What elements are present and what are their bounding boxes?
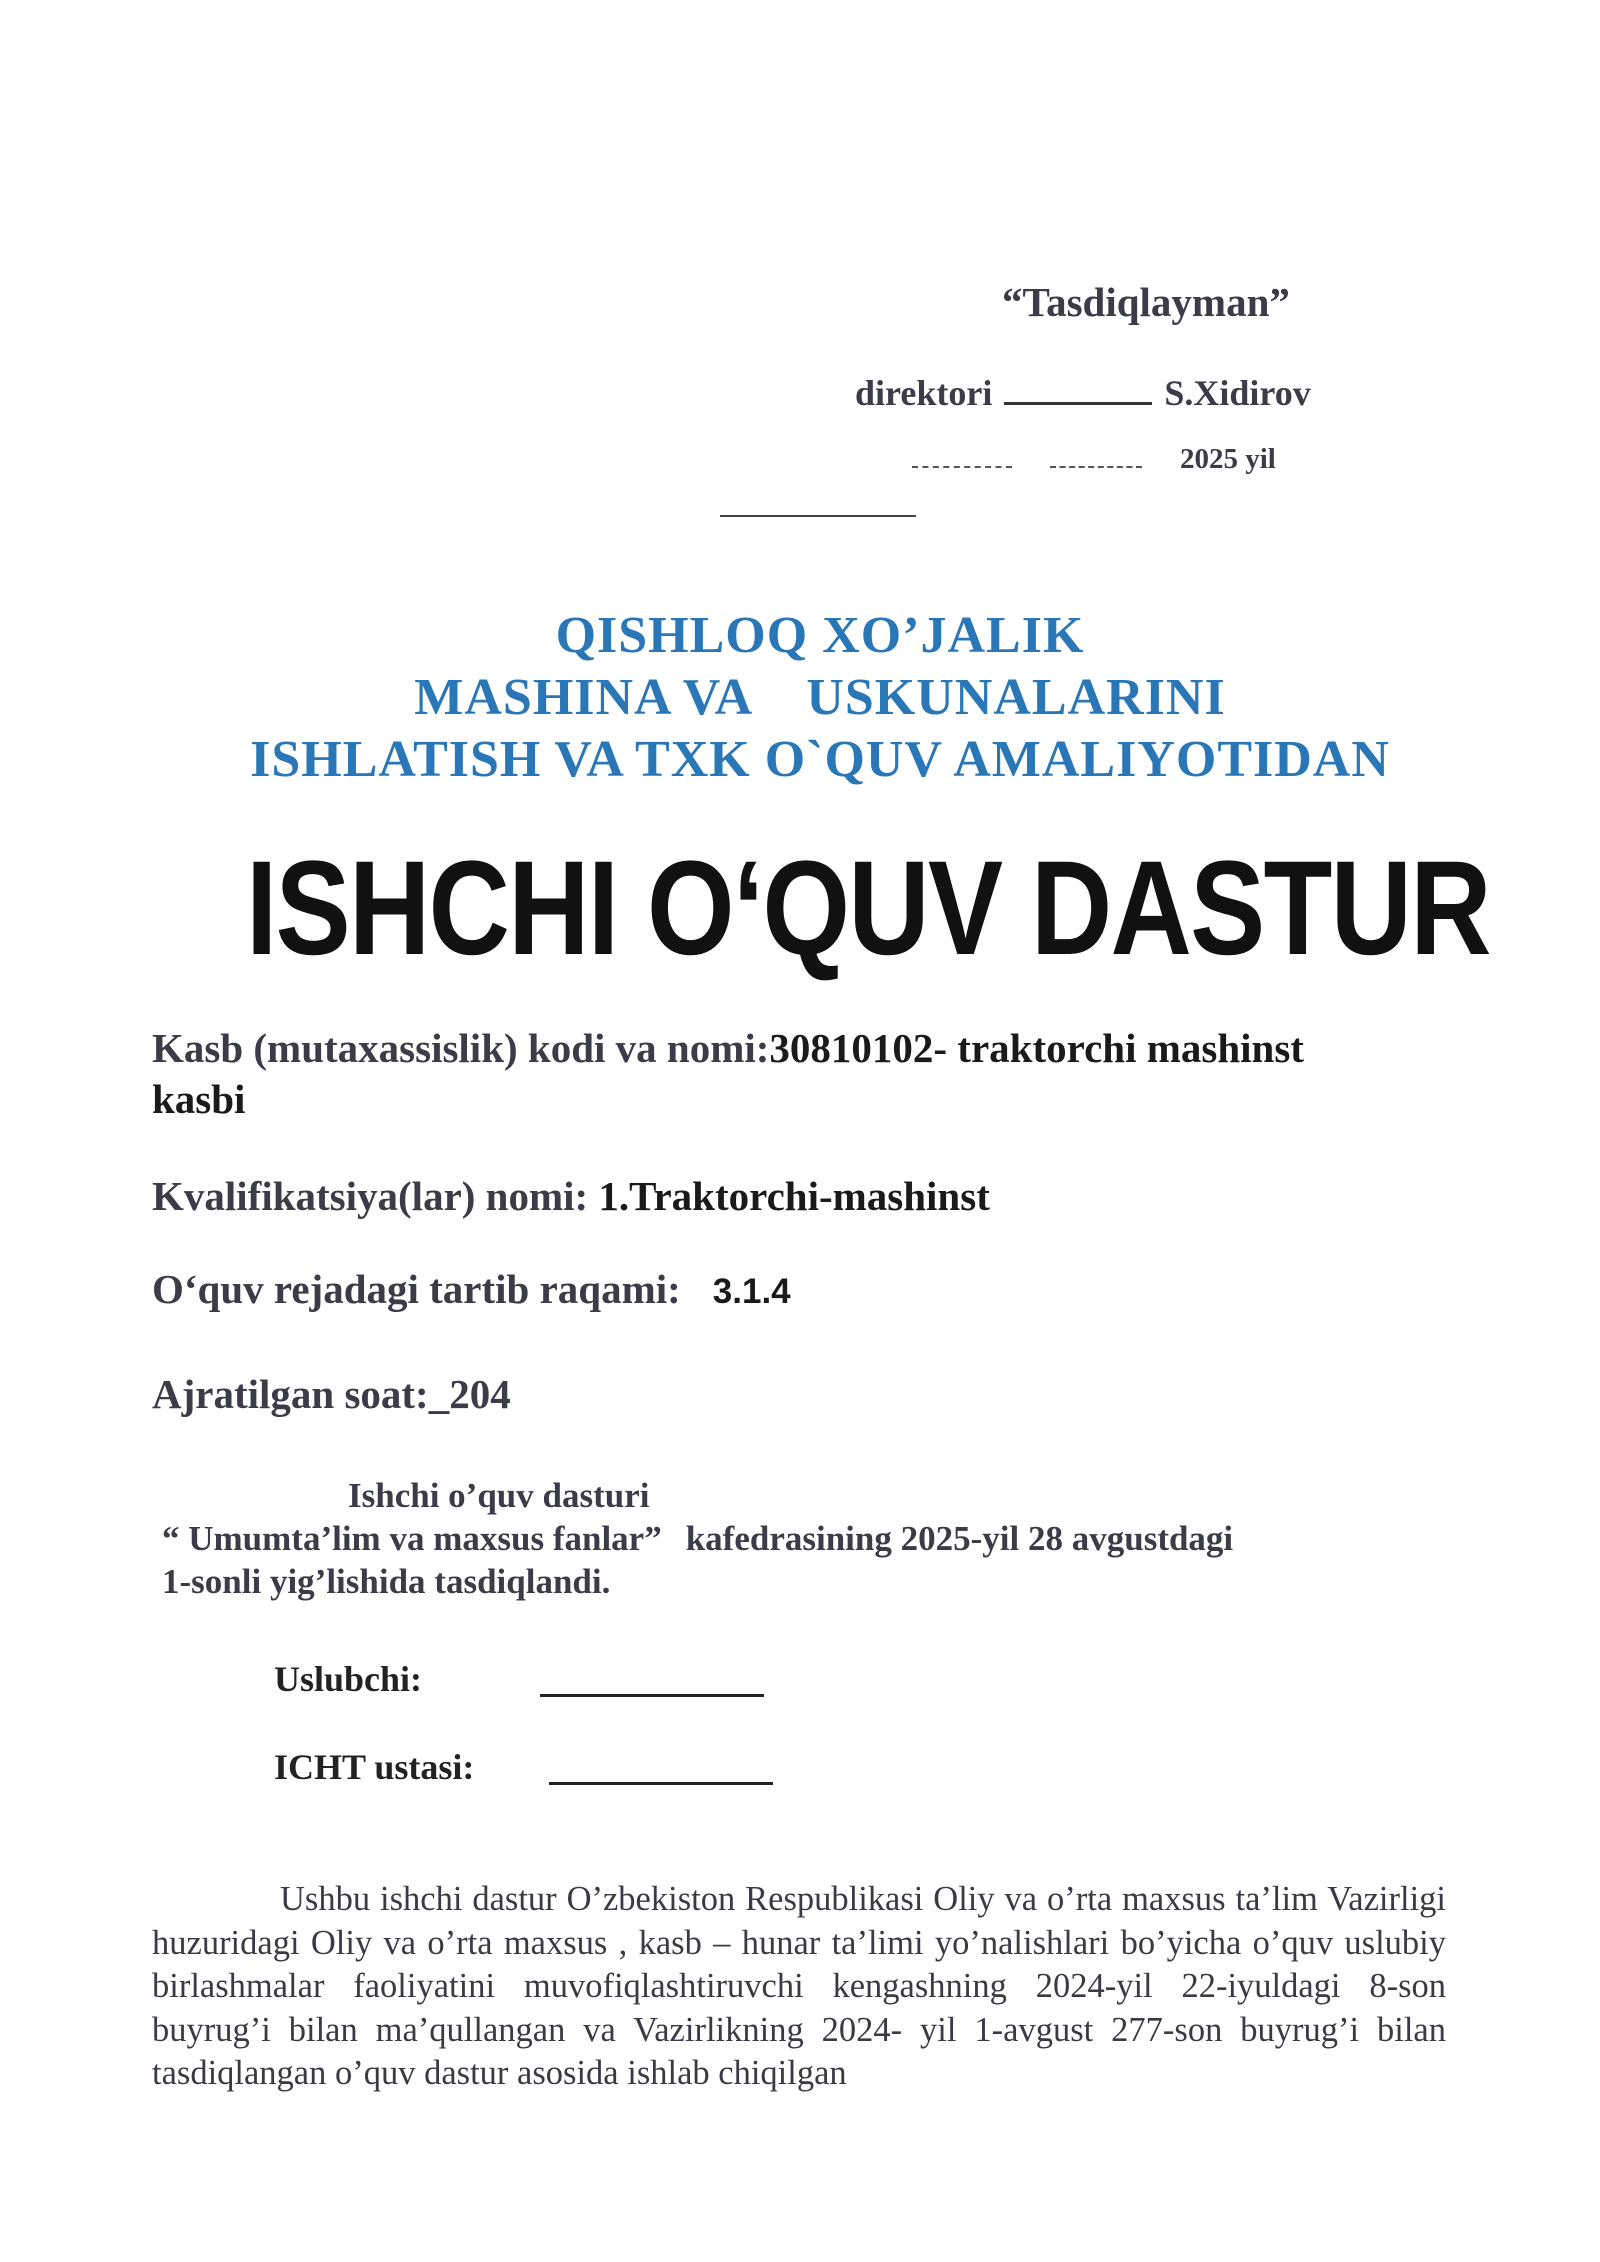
methodologist-signature: [274, 1658, 422, 1700]
curriculum-number-value: 3.1.4: [712, 1272, 791, 1311]
qualification-value: 1.Traktorchi-mashinst: [598, 1173, 990, 1219]
approval-stamp-title: “Tasdiqlayman”: [1002, 279, 1290, 325]
signature-blank: [1004, 372, 1152, 405]
approval-note-line-1: Ishchi o’quv dasturi: [348, 1476, 650, 1515]
curriculum-number-label: O‘quv rejadagi tartib raqami:: [152, 1266, 681, 1312]
program-heading: ISHCHI O‘QUV DASTUR: [246, 834, 1490, 983]
meeting-date: kafedrasining 2025-yil 28 avgustdagi: [685, 1519, 1234, 1558]
master-signature: [274, 1746, 474, 1788]
profession-code-value-cont: [152, 1075, 245, 1123]
director-label: direktori: [855, 373, 993, 413]
department-name: “ Umumta’lim va maxsus fanlar”: [162, 1519, 662, 1558]
profession-code-value: 30810102- traktorchi mashinst: [769, 1025, 1304, 1071]
document-title-line-1: QISHLOQ XO’JALIK: [555, 607, 1085, 664]
master-label: ICHT ustasi:: [274, 1747, 475, 1787]
qualification-field: [152, 1172, 990, 1220]
director-signature-line: [855, 372, 1311, 414]
document-title-line-2: MASHINA VA USKUNALARINI: [414, 669, 1226, 726]
basis-paragraph: Ushbu ishchi dastur O’zbekiston Respublikasi Oliy va o’rta maxsus ta’lim Vazirligi huzuridagi Oliy va o’rta maxsus , kasb – hunar ta’limi yo’nalishlari bo’yicha o’quv uslubiy birlashmalar faoliyatini muvofiqlashtiruvchi kengashning 2024-yil 22-iyuldagi 8-son buyrug’i bilan ma’qullangan va Vazirlikning 2024- yil 1-avgust 277-son buyrug’i bilan tasdiqlangan o’quv dastur asosida ishlab chiqilgan: [152, 1880, 1446, 2092]
approval-date-line: [912, 443, 1276, 476]
curriculum-number-field: [152, 1265, 791, 1313]
approval-note-line-2: [162, 1519, 1233, 1559]
date-month-blank: [1050, 448, 1142, 468]
profession-code-label: Kasb (mutaxassislik) kodi va nomi:: [152, 1025, 770, 1071]
methodologist-signature-blank: [540, 1694, 764, 1697]
qualification-label: Kvalifikatsiya(lar) nomi:: [152, 1173, 599, 1219]
document-title-line-3: ISHLATISH VA TXK O`QUV AMALIYOTIDAN: [250, 731, 1390, 788]
director-name: S.Xidirov: [1164, 373, 1311, 413]
master-signature-blank: [549, 1782, 773, 1785]
approval-note-line-3: 1-sonli yig’lishida tasdiqlandi.: [162, 1562, 611, 1601]
profession-code-value-2: kasbi: [152, 1076, 246, 1122]
approval-year: 2025 yil: [1180, 443, 1276, 475]
methodologist-label: Uslubchi:: [274, 1659, 423, 1699]
date-day-blank: [912, 448, 1012, 468]
profession-code-field: [152, 1024, 1304, 1072]
allocated-hours-field: Ajratilgan soat:_204: [152, 1371, 511, 1417]
seal-underline: [720, 515, 916, 517]
